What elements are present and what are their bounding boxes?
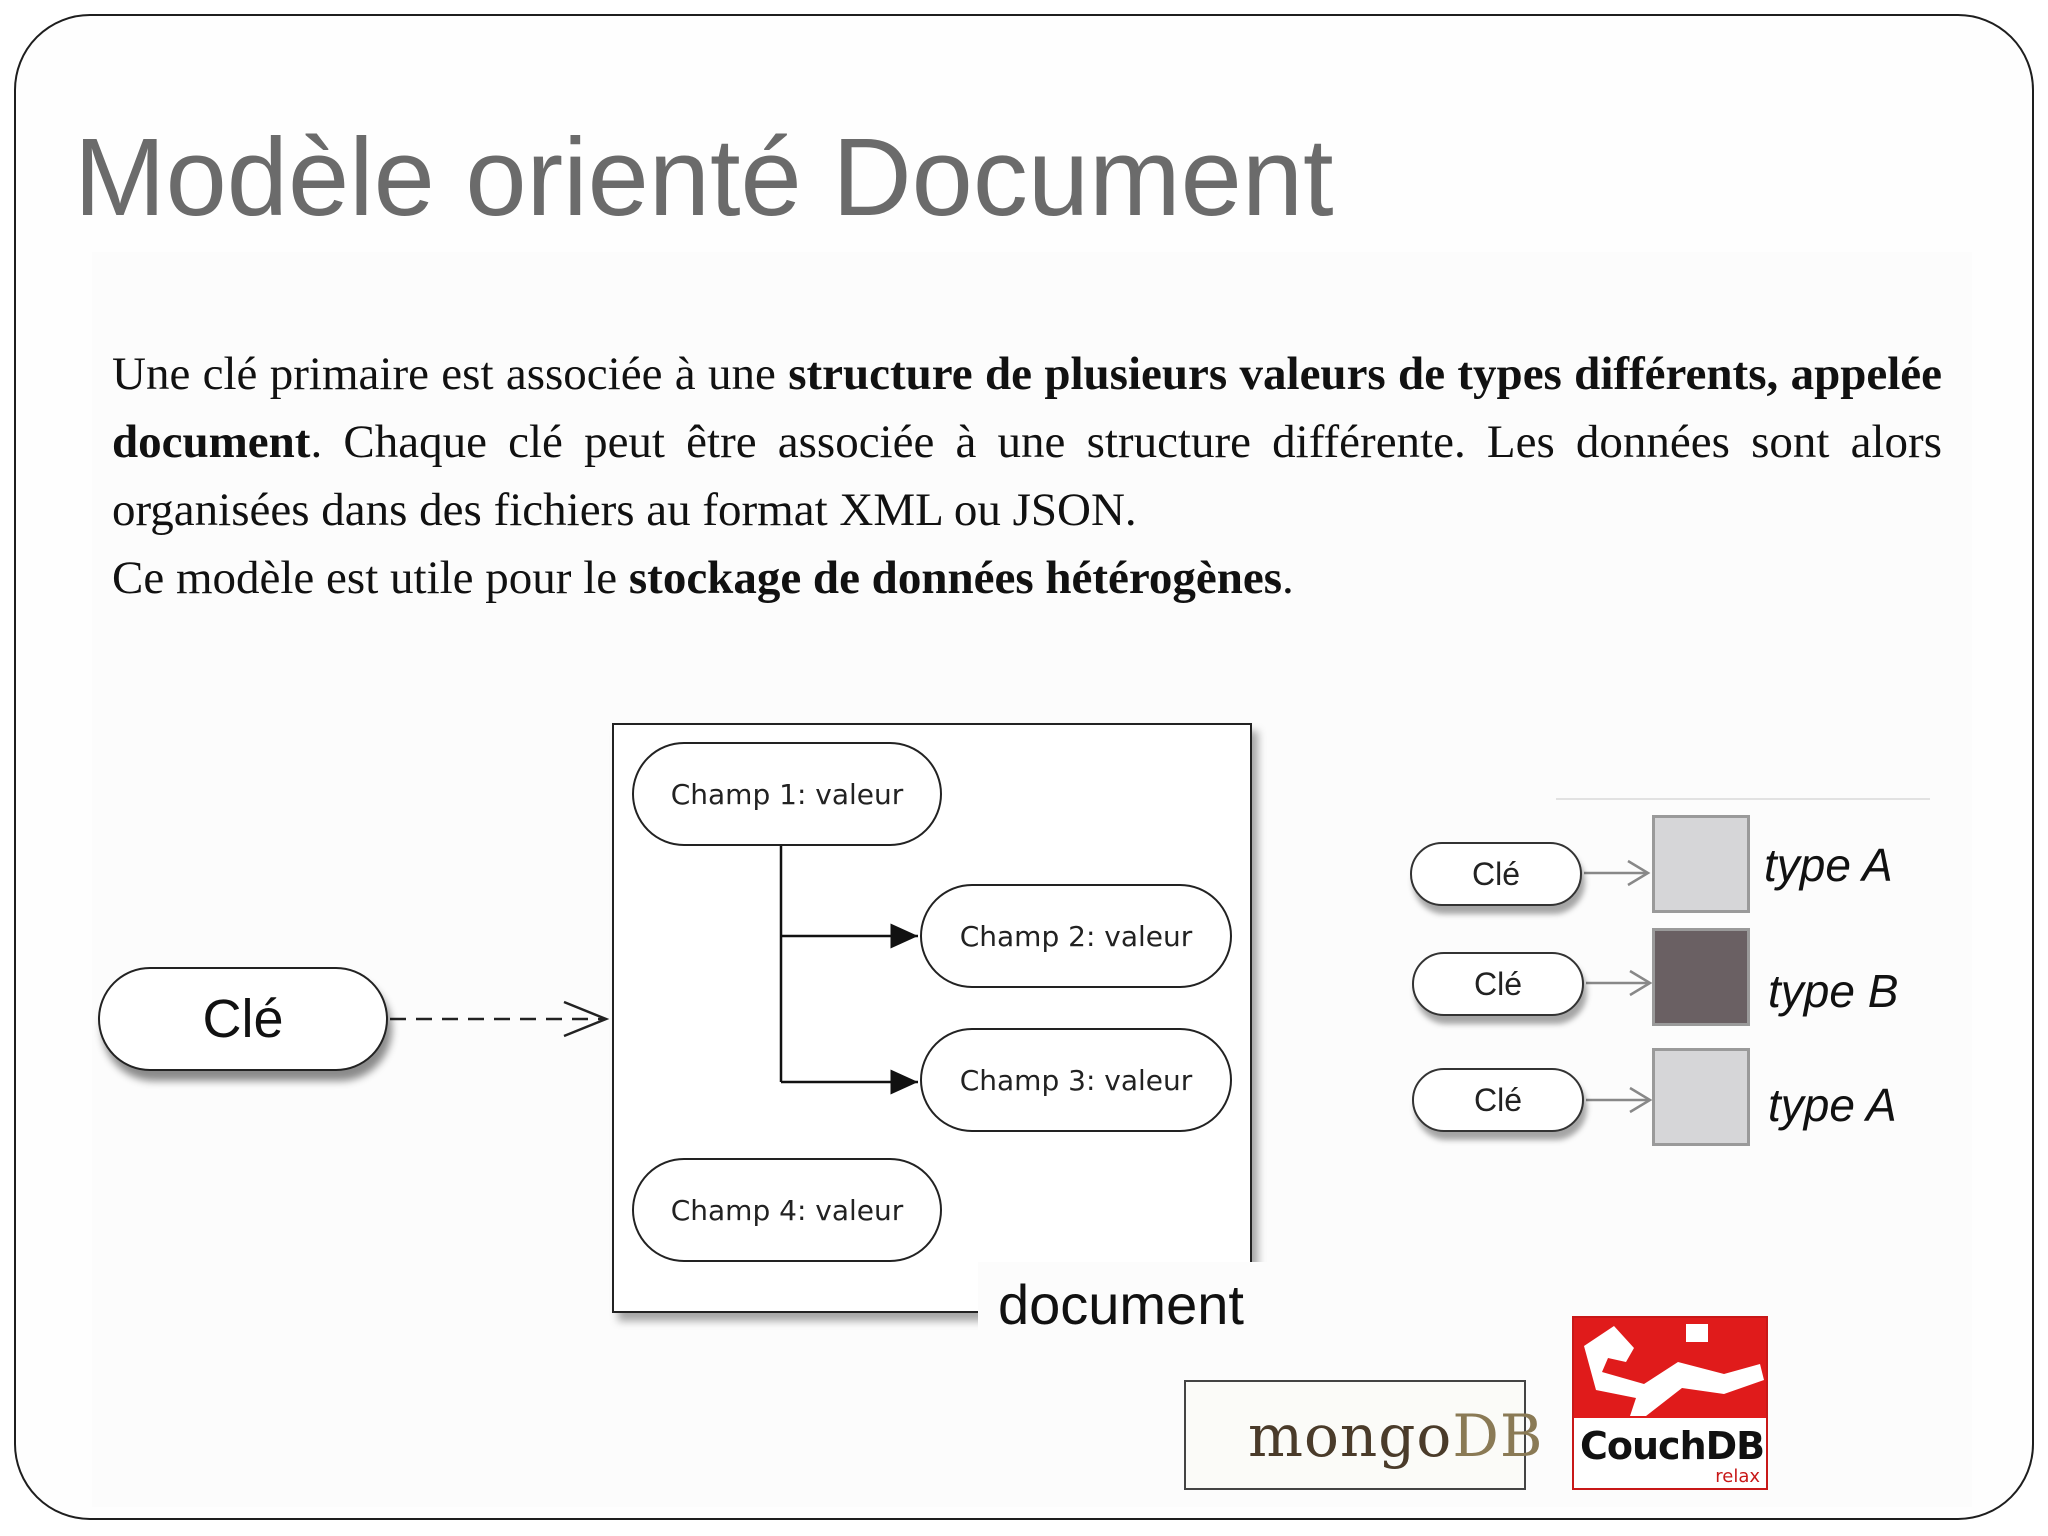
key-node: Clé xyxy=(98,967,388,1071)
type-row1-key: Clé xyxy=(1410,842,1582,906)
type-row2-label: type B xyxy=(1768,965,1899,1017)
field-1: Champ 1: valeur xyxy=(632,742,942,846)
para-text-4: . xyxy=(1282,552,1294,604)
slide-title: Modèle orienté Document xyxy=(74,116,1334,239)
type-row1-square xyxy=(1652,815,1750,913)
type-row1-label: type A xyxy=(1764,839,1893,891)
para-bold-1: structure de plusieurs valeurs de types différents, appelée document xyxy=(112,348,1943,468)
mongodb-wordmark: mongoDB xyxy=(1248,1402,1544,1470)
field-4: Champ 4: valeur xyxy=(632,1158,942,1262)
couchdb-wordmark: CouchDB xyxy=(1580,1424,1765,1468)
type-row3-key: Clé xyxy=(1412,1068,1584,1132)
field-3: Champ 3: valeur xyxy=(920,1028,1232,1132)
type-row2-key: Clé xyxy=(1412,952,1584,1016)
type-row3-label: type A xyxy=(1768,1079,1897,1131)
couchdb-tagline: relax xyxy=(1715,1466,1760,1487)
types-separator xyxy=(1556,798,1930,800)
type-row3-square xyxy=(1652,1048,1750,1146)
document-label: document xyxy=(998,1273,1244,1336)
couchdb-figure-icon xyxy=(1574,1318,1768,1422)
para-text-1: Une clé primaire est associée à une xyxy=(112,348,789,400)
para-text-2: . Chaque clé peut être associée à une structure différente. Les données sont alors organisées dans des fichiers au format XML ou JSON. xyxy=(112,416,1942,536)
type-row2-square xyxy=(1652,928,1750,1026)
field-2: Champ 2: valeur xyxy=(920,884,1232,988)
para-text-3: Ce modèle est utile pour le xyxy=(112,552,629,604)
couchdb-logo xyxy=(1572,1316,1768,1490)
mongodb-logo xyxy=(1184,1380,1544,1490)
para-bold-2: stockage de données hétérogènes xyxy=(628,552,1283,604)
